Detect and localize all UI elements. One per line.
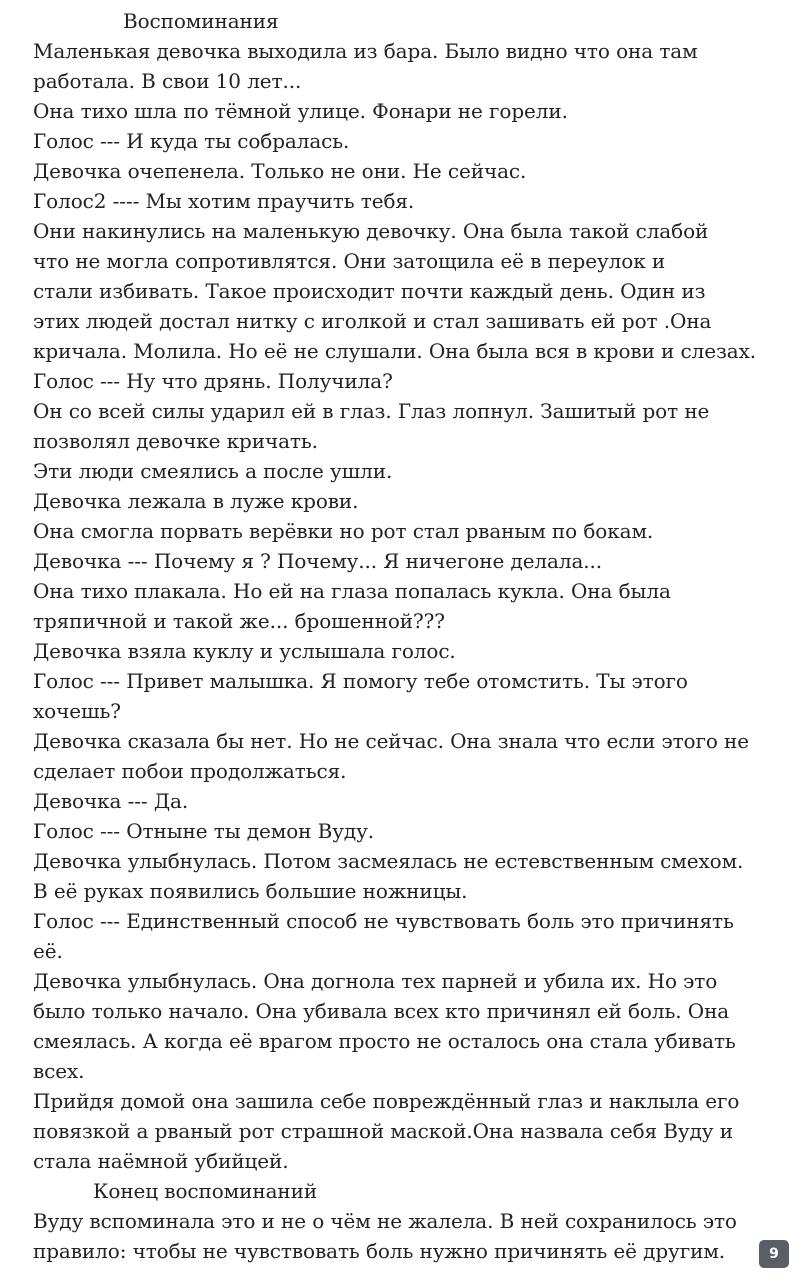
text-line: Голос --- Ну что дрянь. Получила?: [33, 369, 393, 393]
text-line: Девочка --- Почему я ? Почему... Я ничегоне делала...: [33, 549, 603, 573]
text-line: стала наёмной убийцей.: [33, 1149, 289, 1173]
text-line: Голос --- Отныне ты демон Вуду.: [33, 819, 375, 843]
text-line: Девочка улыбнулась. Потом засмеялась не естевственным смехом.: [33, 849, 744, 873]
text-line: этих людей достал нитку с иголкой и стал зашивать ей рот .Она: [33, 309, 712, 333]
text-line: сделает побои продолжаться.: [33, 759, 347, 783]
section-heading: Воспоминания: [123, 9, 279, 33]
text-line: Она смогла порвать верёвки но рот стал рваным по бокам.: [33, 519, 654, 543]
text-line: Прийдя домой она зашила себе повреждённый глаз и наклыла его: [33, 1089, 740, 1113]
text-line: кричала. Молила. Но её не слушали. Она была вся в крови и слезах.: [33, 339, 757, 363]
text-line: смеялась. А когда её врагом просто не осталось она стала убивать: [33, 1029, 736, 1053]
text-line: хочешь?: [33, 699, 121, 723]
text-line: Вуду вспоминала это и не о чём не жалела. В ней сохранилось это: [33, 1209, 737, 1233]
text-line: Девочка очепенела. Только не они. Не сейчас.: [33, 159, 527, 183]
text-line: стали избивать. Такое происходит почти каждый день. Один из: [33, 279, 706, 303]
text-line: было только начало. Она убивала всех кто причинял ей боль. Она: [33, 999, 730, 1023]
text-line: правило: чтобы не чувствовать боль нужно причинять её другим.: [33, 1239, 726, 1263]
story-text: [33, 6, 773, 1266]
text-line: Девочка --- Да.: [33, 789, 189, 813]
text-line: работала. В свои 10 лет...: [33, 69, 302, 93]
text-line: всех.: [33, 1059, 85, 1083]
page-number-badge: 9: [759, 1240, 789, 1268]
text-line: что не могла сопротивлятся. Они затощила её в переулок и: [33, 249, 666, 273]
text-line: Она тихо шла по тёмной улице. Фонари не горели.: [33, 99, 568, 123]
text-line: В её руках появились большие ножницы.: [33, 879, 468, 903]
text-line: повязкой а рваный рот страшной маской.Она назвала себя Вуду и: [33, 1119, 733, 1143]
text-line: Девочка взяла куклу и услышала голос.: [33, 639, 456, 663]
text-line: Девочка улыбнулась. Она догнола тех парней и убила их. Но это: [33, 969, 718, 993]
section-heading: Конец воспоминаний: [93, 1179, 318, 1203]
text-line: Голос --- И куда ты собралась.: [33, 129, 350, 153]
text-line: Он со всей силы ударил ей в глаз. Глаз лопнул. Зашитый рот не: [33, 399, 710, 423]
text-line: её.: [33, 939, 63, 963]
text-line: Они накинулись на маленькую девочку. Она была такой слабой: [33, 219, 709, 243]
text-line: тряпичной и такой же... брошенной???: [33, 609, 445, 633]
text-line: Эти люди смеялись а после ушли.: [33, 459, 393, 483]
text-line: Голос --- Единственный способ не чувствовать боль это причинять: [33, 909, 734, 933]
text-line: Маленькая девочка выходила из бара. Было видно что она там: [33, 39, 698, 63]
text-line: Девочка сказала бы нет. Но не сейчас. Она знала что если этого не: [33, 729, 750, 753]
text-line: Девочка лежала в луже крови.: [33, 489, 359, 513]
text-line: Она тихо плакала. Но ей на глаза попалась кукла. Она была: [33, 579, 671, 603]
text-line: Голос2 ---- Мы хотим праучить тебя.: [33, 189, 415, 213]
text-line: Голос --- Привет малышка. Я помогу тебе отомстить. Ты этого: [33, 669, 688, 693]
text-line: позволял девочке кричать.: [33, 429, 318, 453]
